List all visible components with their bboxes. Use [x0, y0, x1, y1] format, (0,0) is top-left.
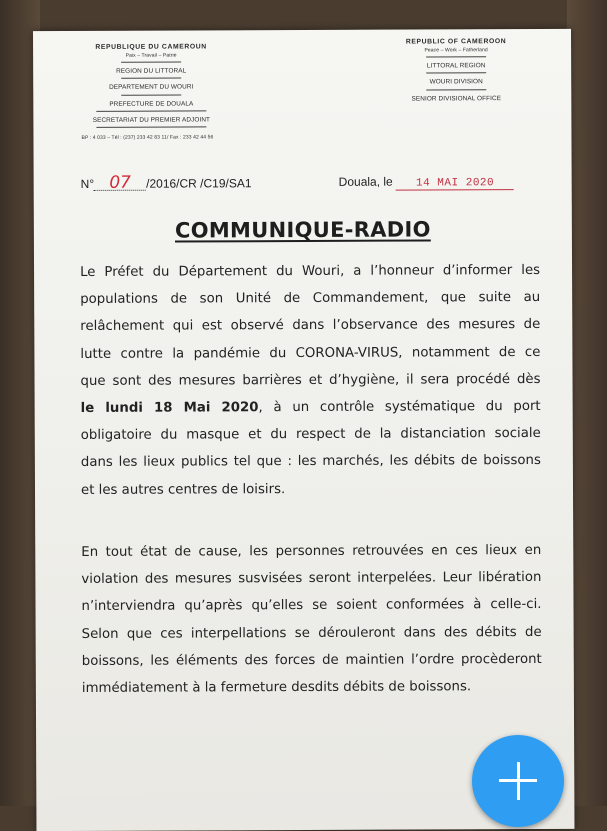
header-right-divider [426, 56, 486, 57]
paragraph-1-line: dans les lieux publics tel que : les marchés, les débits de boissons [80, 453, 541, 471]
paragraph-1-line: relâchement qui est observé dans l’observance des mesures de [80, 317, 541, 335]
header-right-divider [426, 72, 486, 73]
header-left-divider [121, 61, 181, 62]
header-left-secretariat: SECRETARIAT DU PREMIER ADJOINT [92, 116, 211, 124]
header-right-motto: Peace – Work – Fatherland [424, 46, 488, 54]
reference-prefix: N° [80, 176, 95, 191]
date-stamp: 14 MAI 2020 [396, 177, 514, 191]
paragraph-1-line: que sont des mesures barrières et d’hygiène, il sera procédé dès [80, 371, 541, 389]
header-left-country: REPUBLIQUE DU CAMEROUN [95, 43, 207, 51]
header-right-division: WOURI DIVISION [429, 78, 483, 86]
header-left-department: DEPARTEMENT DU WOURI [109, 83, 194, 92]
header-left-divider [96, 127, 206, 128]
header-left-contact: BP : 4 033 – Tél : (237) 233 42 83 11/ Fax : 233 42 44 56 [81, 134, 214, 142]
paragraph-2-line: immédiatement à la fermeture desdits débits de boissons. [81, 679, 472, 696]
header-left-motto: Paix – Travail – Patrie [125, 52, 177, 59]
paragraph-1-line: Le Préfet du Département du Wouri, a l’honneur d’informer les [80, 262, 541, 280]
paragraph-1-line: populations de son Unité de Commandement, que suite au [80, 290, 541, 308]
effective-date: le lundi 18 Mai 2020 [80, 400, 259, 416]
header-left-divider [121, 94, 181, 95]
reference-handwritten-number: 07 [94, 176, 146, 191]
document-title-text: COMMUNIQUE-RADIO [174, 217, 431, 243]
paragraph-2-line: En tout état de cause, les personnes retrouvées en ces lieux en [81, 542, 542, 560]
header-left-region: REGION DU LITTORAL [116, 67, 187, 75]
paragraph-1-line-rest: , à un contrôle systématique du port [258, 398, 541, 416]
header-right-region: LITTORAL REGION [426, 61, 486, 70]
header-left-prefecture: PREFECTURE DE DOUALA [109, 100, 194, 108]
header-right-country: REPUBLIC OF CAMEROON [405, 38, 507, 46]
paragraph-1-line: et les autres centres de loisirs. [80, 481, 286, 498]
reference-suffix: /2016/CR /C19/SA1 [146, 176, 252, 191]
header-right-office: SENIOR DIVISIONAL OFFICE [411, 94, 502, 103]
floating-add-button[interactable] [472, 735, 564, 827]
paragraph-2-line: boissons, les éléments des forces de maintien l’ordre procèderont [81, 651, 542, 669]
reference-number [80, 172, 252, 193]
paragraph-2-line: Selon que ces interpellations se dérouleront dans des débits de [81, 624, 542, 642]
paragraph-1-line: obligatoire du masque et du respect de la distanciation sociale [80, 426, 541, 444]
document-date [339, 174, 514, 191]
paragraph-1 [80, 257, 541, 504]
header-left-divider [96, 110, 206, 111]
paragraph-2-line: violation des mesures susvisées seront interpelées. Leur libération [81, 570, 542, 588]
header-left-divider [121, 78, 181, 79]
date-label: Douala, le [338, 174, 393, 189]
document-title [34, 217, 572, 243]
paragraph-1-line-date [81, 393, 541, 422]
header-right [361, 39, 551, 103]
document-page [33, 29, 574, 831]
paragraph-2 [81, 537, 542, 702]
paragraph-1-line: lutte contre la pandémie du CORONA-VIRUS, notamment de ce [80, 344, 541, 362]
header-left [51, 44, 251, 141]
paragraph-2-line: n’interviendra qu’après qu’elles se soient conformées à celle-ci. [81, 597, 542, 615]
header-right-divider [426, 89, 486, 90]
